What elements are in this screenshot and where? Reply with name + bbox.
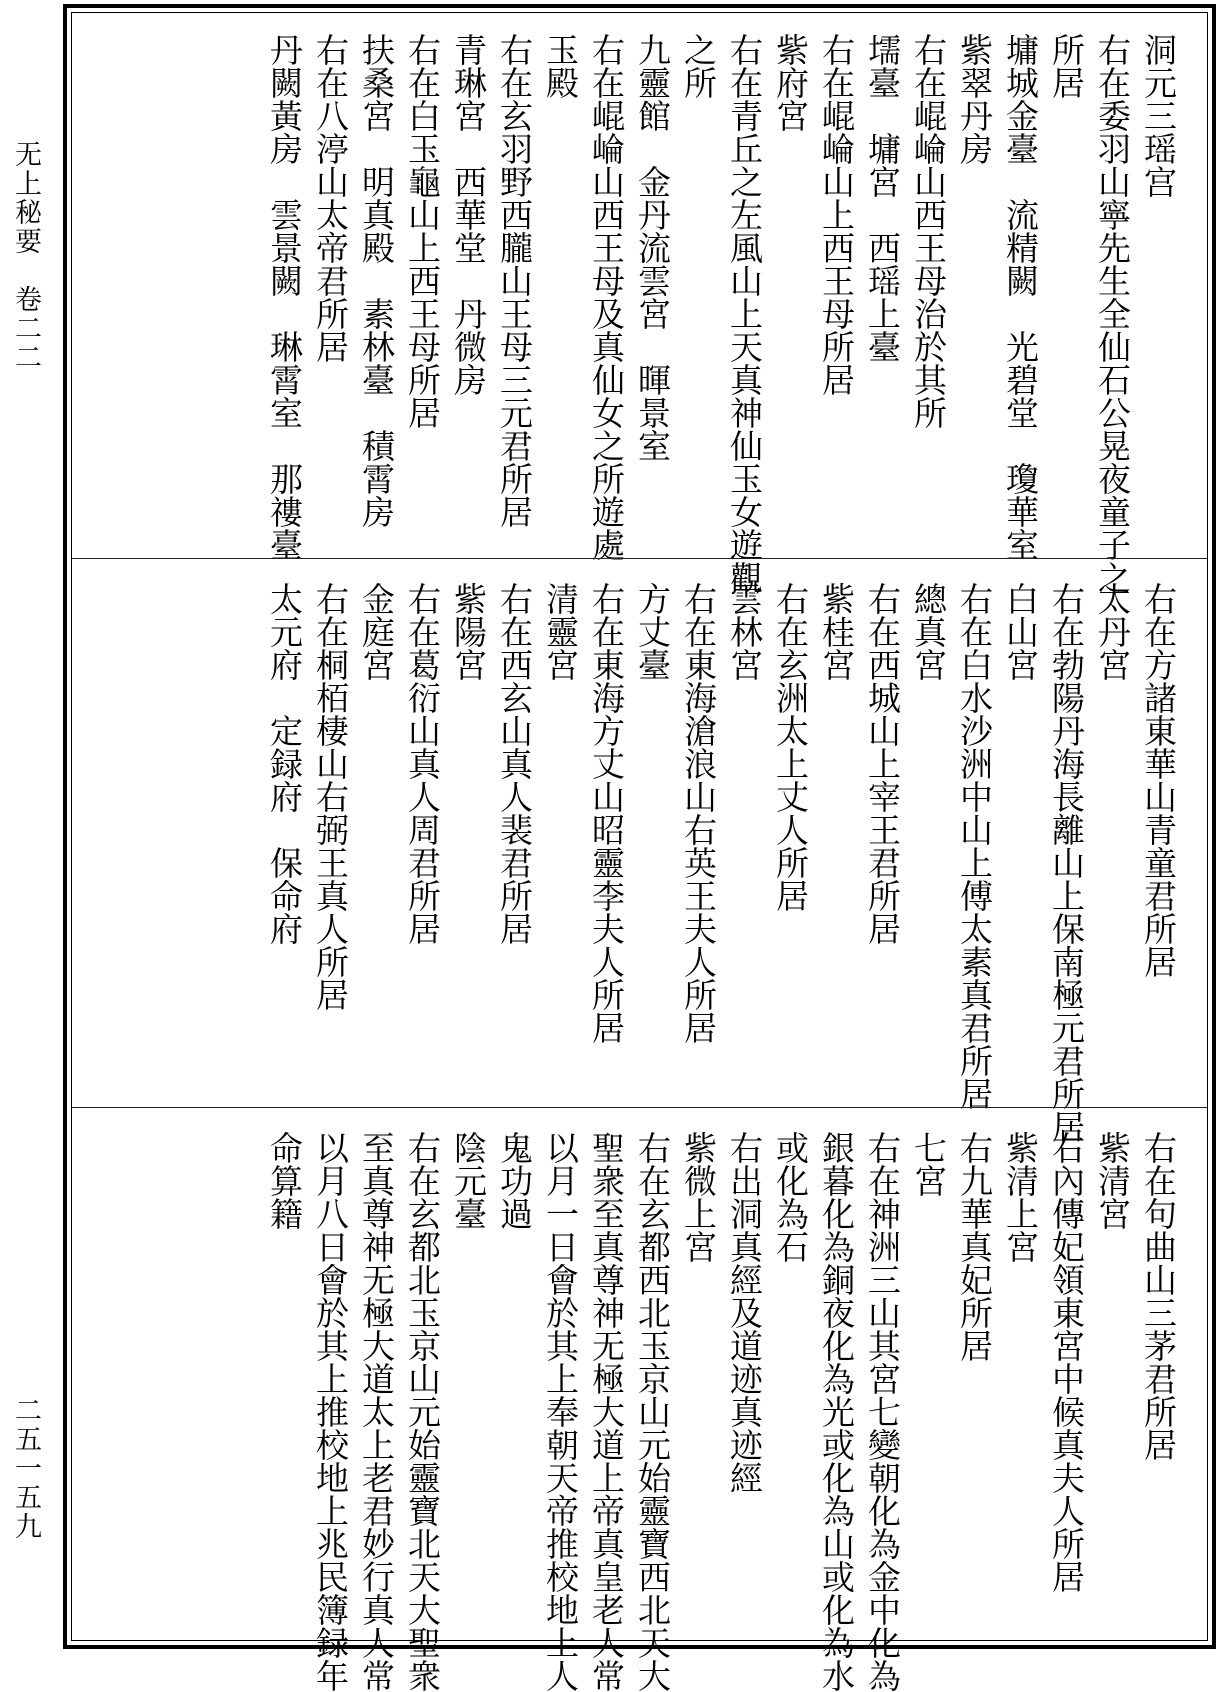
page-number-text: 二五一五九 — [10, 1396, 41, 1541]
text-column: 金庭宮 — [357, 582, 396, 681]
text-column: 右在葛衍山真人周君所居 — [403, 582, 442, 945]
text-column: 右出洞真經及道迹真迹經 — [725, 1131, 764, 1494]
text-column: 墉城金臺 流精闕 光碧堂 瓊華室 — [1001, 33, 1040, 561]
text-column: 右在崐崘山西王母治於其所 — [909, 33, 948, 429]
text-column: 鬼功過 — [495, 1131, 534, 1230]
text-column: 玉殿 — [541, 33, 580, 99]
text-column: 銀暮化為銅夜化為光或化為山或化為水 — [817, 1131, 856, 1692]
panel-1-columns — [261, 33, 1181, 594]
text-column: 右在八渟山太帝君所居 — [311, 33, 350, 363]
text-column: 方丈臺 — [633, 582, 672, 681]
text-column: 紫翠丹房 — [955, 33, 994, 165]
text-column: 右在方諸東華山青童君所居 — [1139, 582, 1178, 978]
text-column: 右在勃陽丹海長離山上保南極元君所居 — [1047, 582, 1086, 1143]
text-column: 右在西城山上宰王君所居 — [863, 582, 902, 945]
panel-divider — [72, 1107, 1207, 1108]
text-column: 右在委羽山寧先生全仙石公晃夜童子之 — [1093, 33, 1132, 594]
text-column: 紫府宮 — [771, 33, 810, 132]
text-column: 或化為石 — [771, 1131, 810, 1263]
text-column: 扶桑宮 明真殿 素林臺 積霄房 — [357, 33, 396, 528]
text-column: 之所 — [679, 33, 718, 99]
text-column: 右在青丘之左風山上天真神仙玉女遊觀 — [725, 33, 764, 594]
text-column: 右在西玄山真人裴君所居 — [495, 582, 534, 945]
text-column: 右在東海滄浪山右英王夫人所居 — [679, 582, 718, 1044]
panel-3-columns — [261, 1131, 1181, 1692]
text-column: 雲林宮 — [725, 582, 764, 681]
text-column: 陰元臺 — [449, 1131, 488, 1230]
text-column: 右在句曲山三茅君所居 — [1139, 1131, 1178, 1461]
text-column: 至真尊神无極大道太上老君妙行真人常 — [357, 1131, 396, 1692]
panel-divider — [72, 558, 1207, 559]
text-column: 右在東海方丈山昭靈李夫人所居 — [587, 582, 626, 1044]
page-frame — [63, 4, 1216, 1692]
text-column: 太元府 定録府 保命府 — [265, 582, 304, 945]
text-column: 右內傳妃領東宮中候真夫人所居 — [1047, 1131, 1086, 1593]
text-column: 紫微上宮 — [679, 1131, 718, 1263]
text-column: 壖臺 墉宮 西瑶上臺 — [863, 33, 902, 363]
text-column: 右在神洲三山其宮七變朝化為金中化為 — [863, 1131, 902, 1692]
text-column: 右在崐崘山西王母及真仙女之所遊處 — [587, 33, 626, 561]
text-column: 清靈宮 — [541, 582, 580, 681]
text-column: 所居 — [1047, 33, 1086, 99]
text-column: 右在崐崘山上西王母所居 — [817, 33, 856, 396]
text-column: 右在玄羽野西朧山王母三元君所居 — [495, 33, 534, 528]
text-column: 總真宮 — [909, 582, 948, 681]
text-column: 右在玄都北玉京山元始靈寶北天大聖衆 — [403, 1131, 442, 1692]
text-column: 太丹宮 — [1093, 582, 1132, 681]
text-column: 右在白玉龜山上西王母所居 — [403, 33, 442, 429]
text-column: 紫清宮 — [1093, 1131, 1132, 1230]
text-column: 紫清上宮 — [1001, 1131, 1040, 1263]
text-column: 右九華真妃所居 — [955, 1131, 994, 1362]
text-column: 白山宮 — [1001, 582, 1040, 681]
text-column: 命算籍 — [265, 1131, 304, 1230]
margin-page-number — [10, 1396, 40, 1541]
text-column: 紫陽宮 — [449, 582, 488, 681]
text-column: 右在玄洲太上丈人所居 — [771, 582, 810, 912]
text-column: 右在玄都西北玉京山元始靈寶西北天大 — [633, 1131, 672, 1692]
text-column: 九靈館 金丹流雲宮 暉景室 — [633, 33, 672, 462]
book-title-text: 无上秘要 卷二二 — [10, 140, 41, 372]
text-column: 洞元三瑶宫 — [1139, 33, 1178, 198]
text-column: 以月一日會於其上奉朝天帝推校地上人 — [541, 1131, 580, 1692]
text-column: 七宮 — [909, 1131, 948, 1197]
page-frame-inner — [71, 12, 1208, 1692]
text-column: 右在白水沙洲中山上傅太素真君所居 — [955, 582, 994, 1110]
text-panel-3 — [72, 1111, 1207, 1692]
text-column: 青琳宮 西華堂 丹微房 — [449, 33, 488, 396]
text-column: 右在桐栢棲山右弼王真人所居 — [311, 582, 350, 1011]
text-column: 聖衆至真尊神无極大道上帝真皇老人常 — [587, 1131, 626, 1692]
text-column: 紫桂宮 — [817, 582, 856, 681]
text-panel-2 — [72, 562, 1207, 1143]
text-panel-1 — [72, 13, 1207, 594]
text-column: 丹闕黃房 雲景闕 琳霄室 那䄛臺 — [265, 33, 304, 561]
margin-book-title — [10, 140, 40, 372]
panel-2-columns — [261, 582, 1181, 1143]
text-column: 以月八日會於其上推校地上兆民簿録年 — [311, 1131, 350, 1692]
